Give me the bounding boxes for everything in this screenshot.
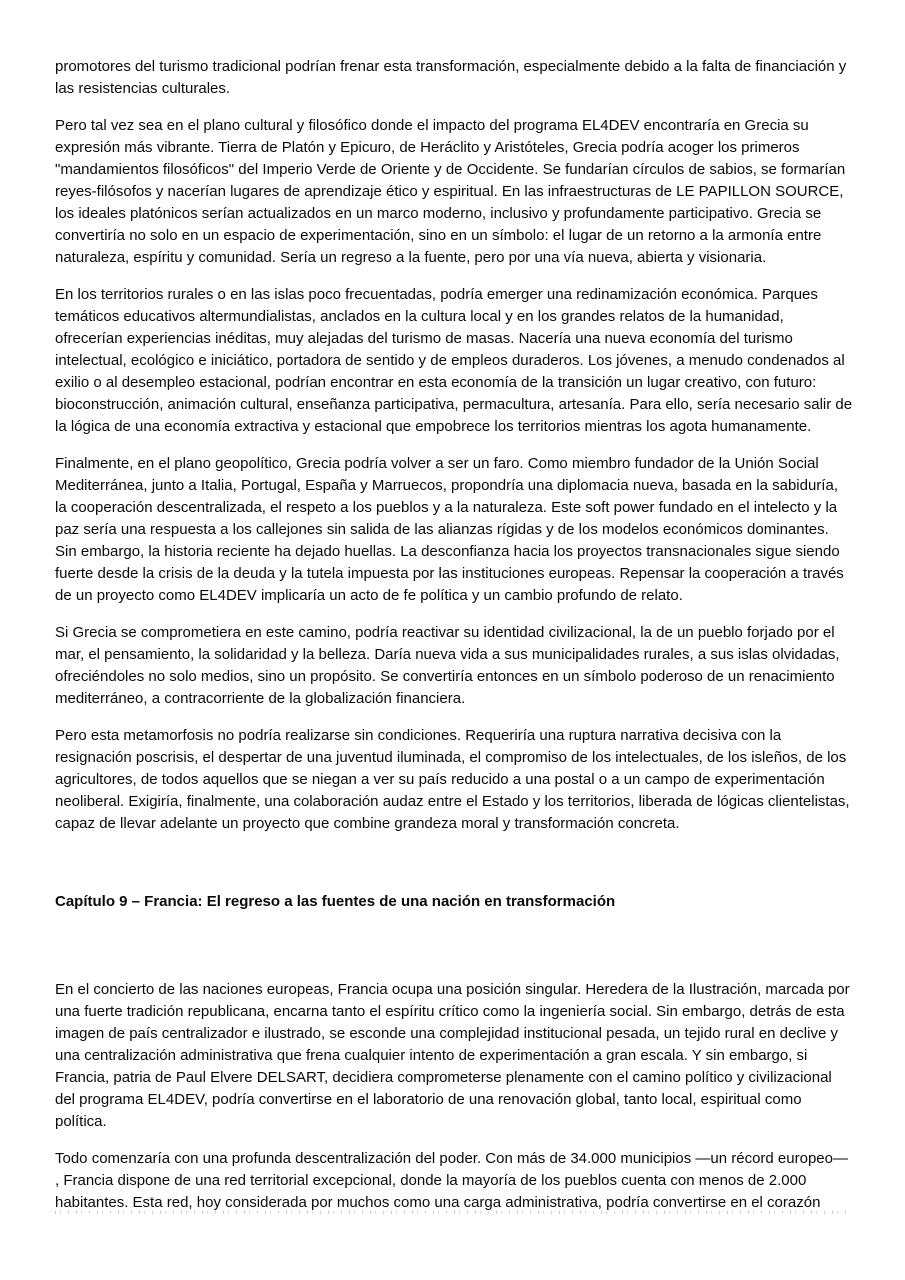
text-line: Todo comenzaría con una profunda descentralización del poder. Con más de 34.000 municipios —un récord europeo—	[55, 1150, 848, 1167]
text-line: temáticos educativos altermundialistas, anclados en la cultura local y en los grandes relatos de la humanidad,	[55, 308, 784, 325]
text-line: mediterráneo, a contracorriente de la globalización financiera.	[55, 690, 466, 707]
text-line: de un proyecto como EL4DEV implicaría un acto de fe política y un cambio profundo de relato.	[55, 587, 683, 604]
text-line: las resistencias culturales.	[55, 80, 231, 97]
chapter-heading-text: Capítulo 9 – Francia: El regreso a las fuentes de una nación en transformación	[55, 893, 616, 910]
paragraph	[55, 284, 857, 438]
text-line: En los territorios rurales o en las islas poco frecuentadas, podría emerger una redinamización económica. Parques	[55, 286, 818, 303]
text-line: ofreciéndoles no solo medios, sino un propósito. Se convertiría entonces en un símbolo poderoso de un renacimiento	[55, 668, 835, 685]
text-line: En el concierto de las naciones europeas, Francia ocupa una posición singular. Heredera de la Ilustración, marcada por	[55, 981, 850, 998]
paragraph	[55, 725, 857, 835]
text-line: Sin embargo, la historia reciente ha dejado huellas. La desconfianza hacia los proyectos transnacionales sigue siendo	[55, 543, 840, 560]
text-line: Pero esta metamorfosis no podría realizarse sin condiciones. Requeriría una ruptura narrativa decisiva con la	[55, 727, 782, 744]
text-line: capaz de llevar adelante un proyecto que combine grandeza moral y transformación concreta.	[55, 815, 680, 832]
text-line: Finalmente, en el plano geopolítico, Grecia podría volver a ser un faro. Como miembro fundador de la Unión Social	[55, 455, 819, 472]
text-line: naturaleza, espíritu y comunidad. Sería un regreso a la fuente, pero por una vía nueva, abierta y visionaria.	[55, 249, 767, 266]
text-line: "mandamientos filosóficos" del Imperio Verde de Oriente y de Occidente. Se fundarían círculos de sabios, se formarían	[55, 161, 846, 178]
text-line: convertiría no solo en un espacio de experimentación, sino en un símbolo: el lugar de un retorno a la armonía entre	[55, 227, 822, 244]
text-line: Mediterránea, junto a Italia, Portugal, España y Marruecos, propondría una diplomacia nueva, basada en la sabiduría,	[55, 477, 838, 494]
text-line: política.	[55, 1113, 107, 1130]
text-line: bioconstrucción, animación cultural, enseñanza participativa, permacultura, artesanía. Para ello, sería necesario salir de	[55, 396, 853, 413]
text-line: imagen de país centralizador e ilustrado, se esconde una complejidad institucional pesada, un tejido rural en declive y	[55, 1025, 838, 1042]
paragraph	[55, 453, 857, 607]
text-line: una centralización administrativa que frena cualquier intento de experimentación a gran escala. Y sin embargo, si	[55, 1047, 808, 1064]
text-line: mar, el pensamiento, la solidaridad y la belleza. Daría nueva vida a sus municipalidades rurales, a sus islas olvidadas,	[55, 646, 840, 663]
paragraph	[55, 979, 857, 1133]
text-line: habitantes. Esta red, hoy considerada por muchos como una carga administrativa, podría convertirse en el corazón	[55, 1194, 821, 1211]
text-line: los ideales platónicos serían actualizados en un marco moderno, inclusivo y profundamente participativo. Grecia se	[55, 205, 822, 222]
text-line: paz sería una respuesta a los callejones sin salida de las alianzas rígidas y de los modelos económicos dominantes.	[55, 521, 829, 538]
text-line: agricultores, de todos aquellos que se niegan a ver su país reducido a una postal o a un campo de experimentación	[55, 771, 825, 788]
text-line: una fuerte tradición republicana, encarna tanto el espíritu crítico como la ingeniería social. Sin embargo, detrás de esta	[55, 1003, 845, 1020]
text-line: ofrecerían experiencias inéditas, muy alejadas del turismo de masas. Nacería una nueva economía del turismo	[55, 330, 793, 347]
text-line: , Francia dispone de una red territorial excepcional, donde la mayoría de los pueblos cuenta con menos de 2.000	[55, 1172, 807, 1189]
text-line: neoliberal. Exigiría, finalmente, una colaboración audaz entre el Estado y los territorios, liberada de lógicas clientelistas,	[55, 793, 850, 810]
text-line: la cooperación descentralizada, el respeto a los pueblos y a la naturaleza. Este soft power fundado en el intelecto y la	[55, 499, 838, 516]
text-line: la lógica de una economía extractiva y estacional que empobrece los territorios mientras los agota humanamente.	[55, 418, 812, 435]
text-line: expresión más vibrante. Tierra de Platón y Epicuro, de Heráclito y Aristóteles, Grecia podría acoger los primeros	[55, 139, 800, 156]
paragraph	[55, 115, 857, 269]
chapter-heading	[55, 891, 857, 913]
text-line: resignación poscrisis, el despertar de una juventud iluminada, el compromiso de los intelectuales, de los isleños, de los	[55, 749, 847, 766]
paragraph	[55, 1148, 857, 1214]
text-line: exilio o al desempleo estacional, podrían encontrar en esta economía de la transición un lugar creativo, con futuro:	[55, 374, 817, 391]
text-line: promotores del turismo tradicional podrían frenar esta transformación, especialmente debido a la falta de financiación y	[55, 58, 847, 75]
text-line: Francia, patria de Paul Elvere DELSART, decidiera comprometerse plenamente con el camino político y civilizacional	[55, 1069, 832, 1086]
clipped-text-line	[55, 1211, 847, 1214]
text-line: fuerte desde la crisis de la deuda y la tutela impuesta por las instituciones europeas. Repensar la cooperación a través	[55, 565, 844, 582]
text-line: Pero tal vez sea en el plano cultural y filosófico donde el impacto del programa EL4DEV encontraría en Grecia su	[55, 117, 809, 134]
paragraph	[55, 56, 857, 100]
text-line: intelectual, ecológico e iniciático, portadora de sentido y de empleos duraderos. Los jóvenes, a menudo condenados al	[55, 352, 845, 369]
text-line: Si Grecia se comprometiera en este camino, podría reactivar su identidad civilizacional, la de un pueblo forjado por el	[55, 624, 835, 641]
text-line: del programa EL4DEV, podría convertirse en el laboratorio de una renovación global, tanto local, espiritual como	[55, 1091, 802, 1108]
paragraph	[55, 622, 857, 710]
text-line: reyes-filósofos y nacerían lugares de aprendizaje ético y espiritual. En las infraestructuras de LE PAPILLON SOURCE,	[55, 183, 844, 200]
document-content	[55, 56, 857, 1214]
